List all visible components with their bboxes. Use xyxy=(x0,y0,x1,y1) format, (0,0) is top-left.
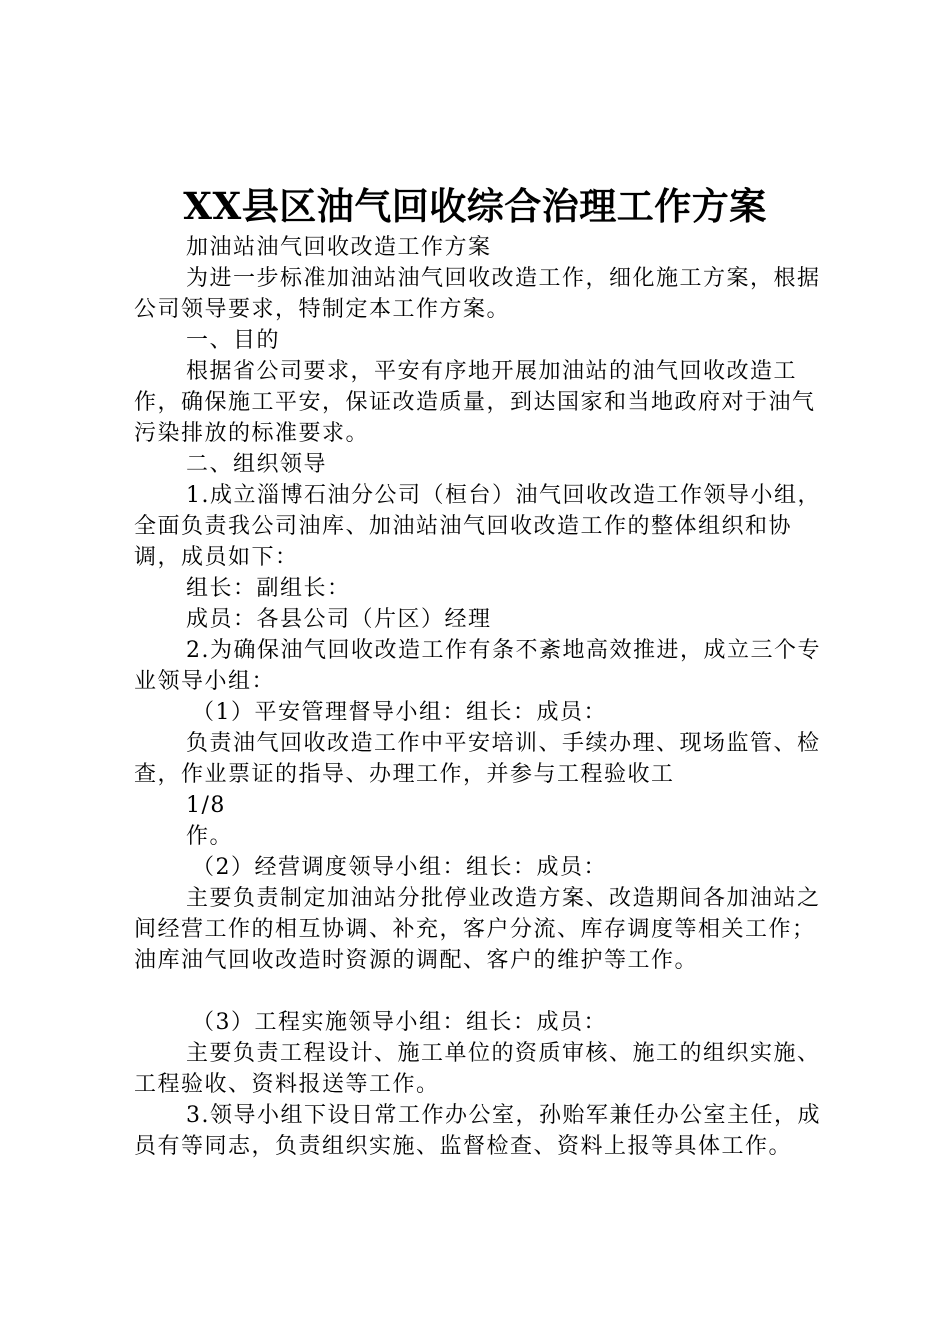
subtitle-paragraph: 加油站油气回收改造工作方案 xyxy=(186,235,492,260)
engineering-group-heading: （3）工程实施领导小组：组长：成员： xyxy=(192,1010,607,1035)
operations-group-heading: （2）经营调度领导小组：组长：成员： xyxy=(192,855,607,880)
item-3-paragraph: 3.领导小组下设日常工作办公室，孙贻军兼任办公室主任，成员有等同志，负责组织实施、监督检查、资料上报等具体工作。 xyxy=(134,1103,821,1159)
section-heading-organization: 二、组织领导 xyxy=(186,452,328,477)
intro-paragraph: 为进一步标准加油站油气回收改造工作，细化施工方案，根据公司领导要求，特制定本工作方案。 xyxy=(134,266,821,322)
purpose-paragraph: 根据省公司要求，平安有序地开展加油站的油气回收改造工作，确保施工平安，保证改造质量，到达国家和当地政府对于油气污染排放的标准要求。 xyxy=(134,359,816,446)
safety-group-heading: （1）平安管理督导小组：组长：成员： xyxy=(192,700,607,725)
members-line: 成员：各县公司（片区）经理 xyxy=(186,607,492,632)
item-1-paragraph: 1.成立淄博石油分公司（桓台）油气回收改造工作领导小组，全面负责我公司油库、加油站油气回收改造工作的整体组织和协调，成员如下： xyxy=(134,483,821,570)
continuation-text: 作。 xyxy=(186,824,234,849)
item-2-paragraph: 2.为确保油气回收改造工作有条不紊地高效推进，成立三个专业领导小组： xyxy=(134,638,821,694)
blank-line xyxy=(134,976,824,1007)
leader-line: 组长：副组长： xyxy=(186,576,351,601)
document-body xyxy=(134,232,824,1162)
document-title: XX县区油气回收综合治理工作方案 xyxy=(183,184,767,228)
section-heading-purpose: 一、目的 xyxy=(186,328,281,353)
engineering-group-duties: 主要负责工程设计、施工单位的资质审核、施工的组织实施、工程验收、资料报送等工作。 xyxy=(134,1041,821,1097)
safety-group-duties: 负责油气回收改造工作中平安培训、手续办理、现场监管、检查，作业票证的指导、办理工作，并参与工程验收工 xyxy=(134,731,821,787)
operations-group-duties: 主要负责制定加油站分批停业改造方案、改造期间各加油站之间经营工作的相互协调、补充，客户分流、库存调度等相关工作；油库油气回收改造时资源的调配、客户的维护等工作。 xyxy=(134,886,821,973)
page-number: 1/8 xyxy=(186,793,226,818)
